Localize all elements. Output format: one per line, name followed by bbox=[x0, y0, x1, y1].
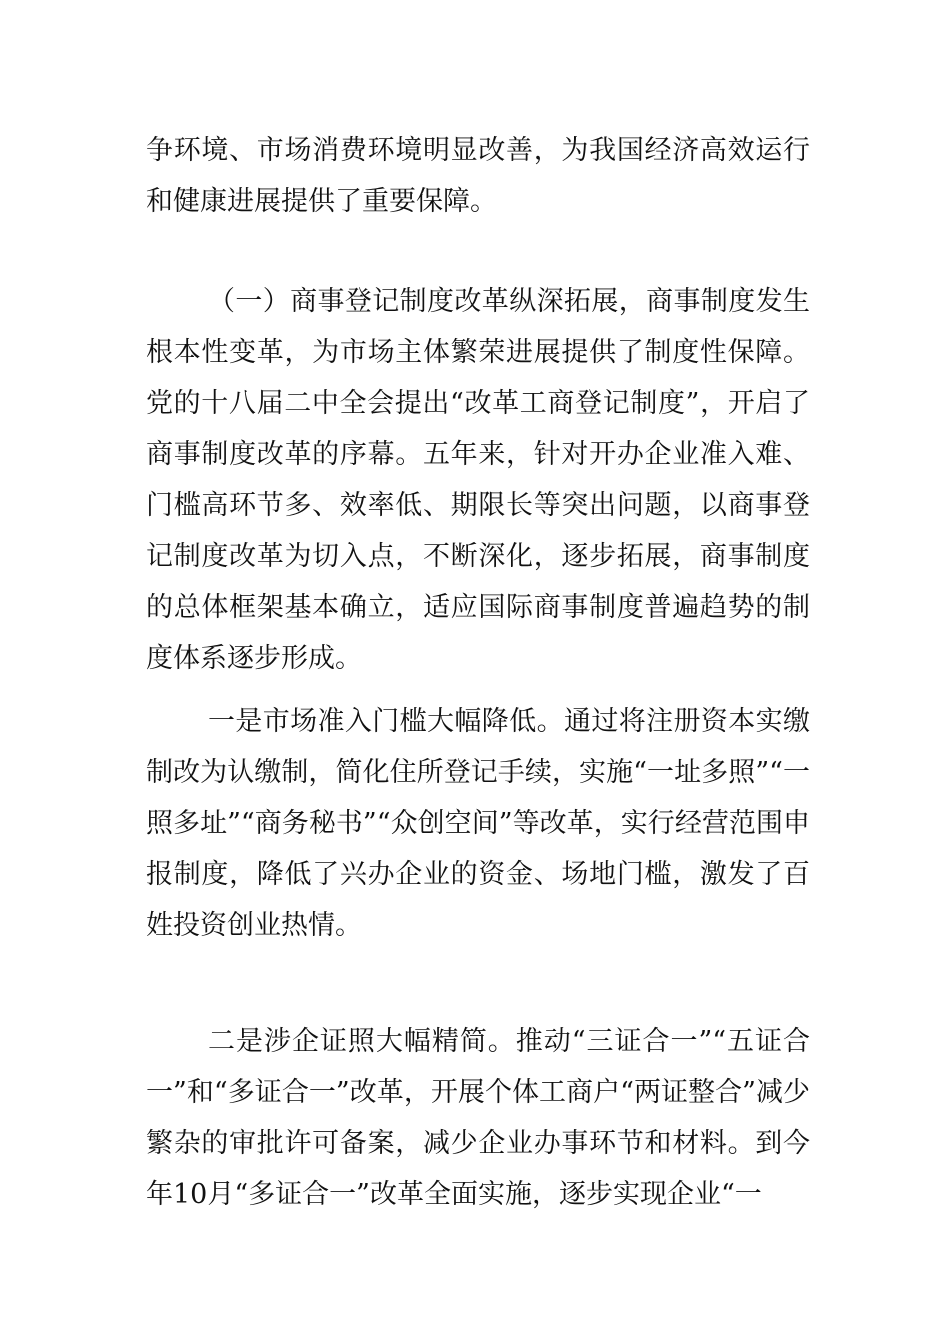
paragraph-point-two: 二是涉企证照大幅精简。推动“三证合一”“五证合一”和“多证合一”改革，开展个体工商户“两证整合”减少繁杂的审批许可备案，减少企业办事环节和材料。到今年10月“多证合一”改革全面实施，逐步实现企业“一 bbox=[146, 1026, 810, 1210]
paragraph-section-one: （一）商事登记制度改革纵深拓展，商事制度发生根本性变革，为市场主体繁荣进展提供了制度性保障。党的十八届二中全会提出“改革工商登记制度”，开启了商事制度改革的序幕。五年来，针对开办企业准入难、门槛高环节多、效率低、期限长等突出问题，以商事登记制度改革为切入点，不断深化，逐步拓展，商事制度的总体框架基本确立，适应国际商事制度普遍趋势的制度体系逐步形成。 bbox=[146, 286, 810, 674]
paragraph-point-one: 一是市场准入门槛大幅降低。通过将注册资本实缴制改为认缴制，简化住所登记手续，实施“一址多照”“一照多址”“商务秘书”“众创空间”等改革，实行经营范围申报制度，降低了兴办企业的资金、场地门槛，激发了百姓投资创业热情。 bbox=[146, 706, 810, 941]
paragraph-continuation: 争环境、市场消费环境明显改善，为我国经济高效运行和健康进展提供了重要保障。 bbox=[146, 135, 810, 217]
